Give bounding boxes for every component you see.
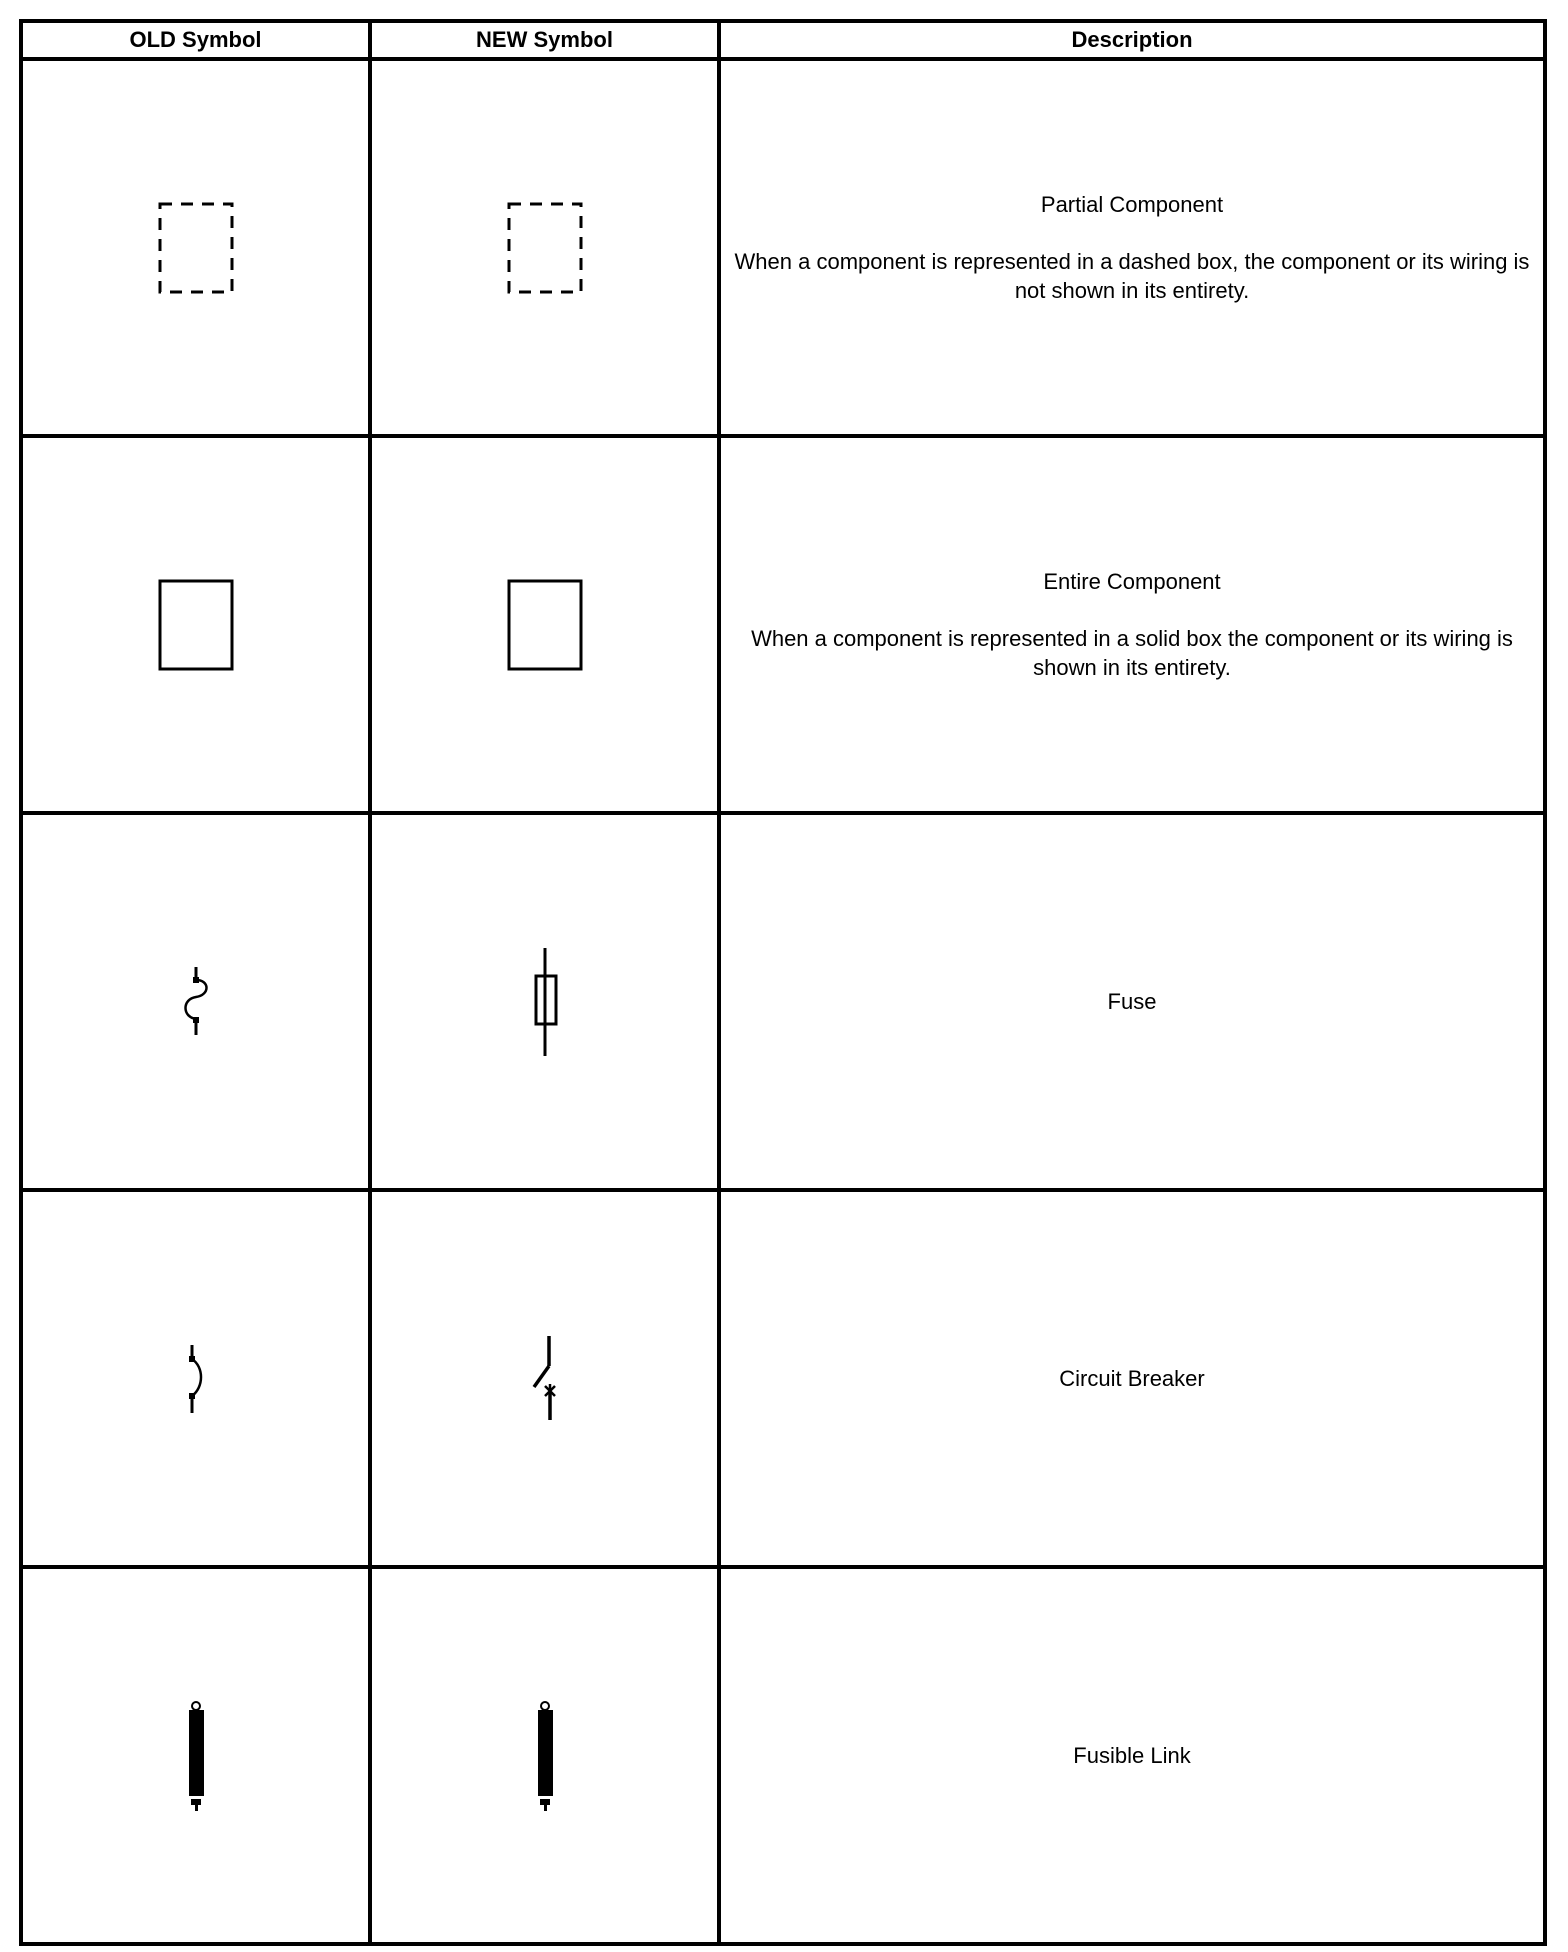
fusible-link-icon (181, 1700, 211, 1812)
new-symbol-cell (370, 1567, 719, 1944)
old-symbol-cell (21, 1567, 370, 1944)
description-text: When a component is represented in a dashed box, the component or its wiring is not shown in its entirety. (734, 249, 1530, 303)
table-row (21, 59, 1545, 436)
description-cell (719, 1190, 1545, 1567)
old-fuse-icon (176, 947, 216, 1057)
header-new-symbol: NEW Symbol (370, 21, 719, 59)
old-circuit-breaker-icon (176, 1343, 216, 1415)
description-title: Fuse (1107, 989, 1157, 1014)
solid-box-icon (158, 579, 234, 671)
solid-box-icon (507, 579, 583, 671)
description-title: Partial Component (1040, 192, 1224, 217)
new-symbol-cell (370, 1190, 719, 1567)
old-symbol-cell (21, 813, 370, 1190)
new-symbol-cell (370, 59, 719, 436)
description-title: Entire Component (1043, 569, 1221, 594)
new-symbol-cell (370, 436, 719, 813)
description-cell (719, 59, 1545, 436)
table-header-row (21, 21, 1545, 59)
description-title: Circuit Breaker (1059, 1366, 1205, 1391)
table-row (21, 436, 1545, 813)
table-row (21, 1567, 1545, 1944)
old-symbol-cell (21, 59, 370, 436)
new-symbol-cell (370, 813, 719, 1190)
description-cell (719, 1567, 1545, 1944)
old-symbol-cell (21, 436, 370, 813)
header-old-symbol: OLD Symbol (21, 21, 370, 59)
table-row (21, 1190, 1545, 1567)
description-cell (719, 813, 1545, 1190)
old-symbol-cell (21, 1190, 370, 1567)
new-circuit-breaker-icon (525, 1334, 565, 1424)
symbol-comparison-table (19, 19, 1547, 1946)
new-fuse-icon (525, 946, 565, 1058)
header-description: Description (719, 21, 1545, 59)
description-text: When a component is represented in a solid box the component or its wiring is shown in its entirety. (751, 626, 1513, 680)
dashed-box-icon (507, 202, 583, 294)
dashed-box-icon (158, 202, 234, 294)
fusible-link-icon (530, 1700, 560, 1812)
description-cell (719, 436, 1545, 813)
table-row (21, 813, 1545, 1190)
description-title: Fusible Link (1073, 1743, 1191, 1768)
